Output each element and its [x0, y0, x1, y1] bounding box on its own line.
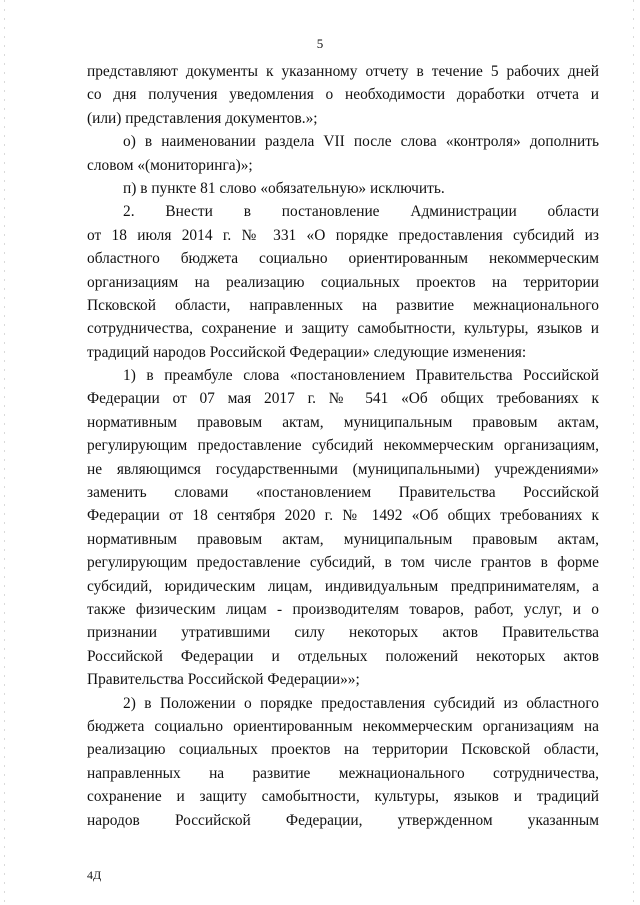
text-line: признании утратившими силу некоторых актов Правительства — [87, 624, 599, 642]
text-line: Правительства Российской Федерации»»; — [87, 671, 360, 689]
footer-code: 4Д — [87, 868, 102, 882]
text-line: областного бюджета социально ориентированным некоммерческим — [87, 250, 599, 268]
text-line: народов Российской Федерации, утвержденном указанным — [87, 811, 599, 829]
text-line: сотрудничества, сохранение и защиту самобытности, культуры, языков и — [87, 320, 599, 338]
scan-edge-left — [4, 0, 5, 905]
text-line: Федерации от 07 мая 2017 г. № 541 «Об общих требованиях к — [87, 390, 599, 408]
text-line: 1) в преамбуле слова «постановлением Правительства Российской — [123, 367, 599, 385]
text-line: 2. Внести в постановление Администрации области — [123, 203, 599, 221]
scan-edge-right — [633, 0, 634, 905]
text-line: словом «(мониторинга)»; — [87, 156, 253, 174]
text-line: нормативным правовым актам, муниципальным правовым актам, — [87, 413, 599, 431]
text-line: сохранение и защиту самобытности, культуры, языков и традиций — [87, 788, 599, 806]
text-line: регулирующим предоставление субсидий, в том числе грантов в форме — [87, 554, 599, 572]
text-line: представляют документы к указанному отчету в течение 5 рабочих дней — [87, 63, 599, 80]
text-line: реализацию социальных проектов на территории Псковской области, — [87, 741, 599, 759]
text-line: о) в наименовании раздела VII после слова «контроля» дополнить — [123, 133, 599, 151]
text-line: регулирующим предоставление субсидий некоммерческим организациям, — [87, 437, 599, 455]
text-line: также физическим лицам - производителям товаров, работ, услуг, и о — [87, 600, 599, 618]
text-line: бюджета социально ориентированным некоммерческим организациям на — [87, 717, 599, 735]
text-line: направленных на развитие межнационального сотрудничества, — [87, 764, 599, 782]
text-line: со дня получения уведомления о необходимости доработки отчета и — [87, 86, 599, 104]
document-body — [87, 60, 599, 832]
text-line: 2) в Положении о порядке предоставления субсидий из областного — [123, 694, 599, 712]
text-line: п) в пункте 81 слово «обязательную» исключить. — [123, 179, 445, 197]
page-number: 5 — [316, 36, 324, 51]
text-line: нормативным правовым актам, муниципальным правовым актам, — [87, 530, 599, 548]
text-line: Псковской области, направленных на развитие межнационального — [87, 296, 599, 314]
text-line: заменить словами «постановлением Правительства Российской — [87, 484, 599, 502]
text-line: (или) представления документов.»; — [87, 109, 318, 127]
text-line: Федерации от 18 сентября 2020 г. № 1492 «Об общих требованиях к — [87, 507, 599, 525]
text-line: от 18 июля 2014 г. № 331 «О порядке предоставления субсидий из — [87, 226, 599, 244]
text-line: не являющимся государственными (муниципальными) учреждениями» — [87, 460, 599, 478]
text-line: организациям на реализацию социальных проектов на территории — [87, 273, 599, 291]
text-line: традиций народов Российской Федерации» следующие изменения: — [87, 343, 527, 361]
text-line: субсидий, юридическим лицам, индивидуальным предпринимателям, а — [87, 577, 599, 595]
text-line: Российской Федерации и отдельных положений некоторых актов — [87, 647, 599, 665]
